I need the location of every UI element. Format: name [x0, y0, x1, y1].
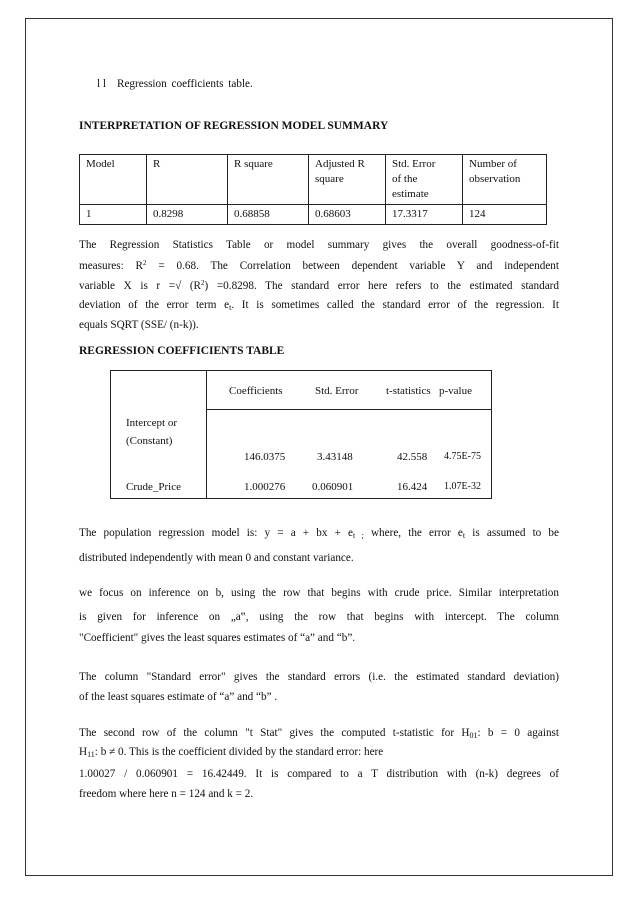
para1-line5: equals SQRT (SSE/ (n-k)). [79, 319, 199, 331]
para2-line2: distributed independently with mean 0 and constant variance. [79, 552, 354, 564]
table-divider [206, 409, 491, 410]
para5-line2: $H_{11}$: b ≠ 0. This is the coefficient divided by the standard error: here [79, 746, 384, 759]
para4-line2: of the least squares estimate of “a” and “b” . [79, 691, 278, 703]
para1-line4: deviation of the error term $e_t$. It is sometimes called the standard error of the regression. It [79, 299, 559, 312]
table-cell: 0.68603 [309, 205, 386, 225]
table-cell: 124 [463, 205, 547, 225]
table-cell: 3.43148 [317, 451, 353, 463]
table-cell: 16.424 [397, 481, 428, 493]
para5-line1: The second row of the column "t Stat" gives the computed t-statistic for $H_{01}$: b = 0 against [79, 727, 559, 740]
table-cell: 0.68858 [228, 205, 309, 225]
caption: Regression coefficients table. [117, 78, 253, 90]
para3-line2: is given for inference on „a‟, using the row that begins with intercept. The column [79, 611, 559, 623]
table-cell: 0.060901 [312, 481, 354, 493]
table-header-row [80, 155, 547, 205]
header-cell: Model [80, 155, 147, 205]
para3-line3: "Coefficient" gives the least squares estimates of “a” and “b”. [79, 632, 356, 644]
col-header-t-statistics: t-statistics [386, 385, 431, 397]
table-cell: 4.75E-75 [444, 451, 481, 462]
para1-line3: variable X is r =√ $(R^2) =0.8298$. The standard error here refers to the estimated standard [79, 279, 559, 292]
row-label-constant: (Constant) [126, 435, 173, 447]
row-label-crude-price: Crude_Price [126, 481, 181, 493]
coefficients-table [110, 370, 492, 499]
header-cell: Std. Error of the estimate [386, 155, 463, 205]
para1-line2: measures: $R^2 = 0.68$. The Correlation between dependent variable Y and independent [79, 259, 559, 272]
header-cell: Adjusted R square [309, 155, 386, 205]
header-cell: Number of observation [463, 155, 547, 205]
table-cell: 0.8298 [147, 205, 228, 225]
heading-coefficients: REGRESSION COEFFICIENTS TABLE [79, 345, 285, 357]
header-cell: R [147, 155, 228, 205]
para1-line1: The Regression Statistics Table or model summary gives the overall goodness-of-fit [79, 239, 559, 251]
col-header-p-value: p-value [439, 385, 472, 397]
table-row [80, 205, 547, 225]
table-cell: 146.0375 [244, 451, 286, 463]
table-cell: 17.3317 [386, 205, 463, 225]
caption-marker: l l [97, 78, 107, 90]
table-divider [206, 371, 207, 498]
para5-line3: 1.00027 / 0.060901 = 16.42449. It is compared to a T distribution with (n-k) degrees of [79, 768, 559, 780]
row-label-intercept: Intercept or [126, 417, 177, 429]
table-cell: 1.000276 [244, 481, 286, 493]
table-cell: 1 [80, 205, 147, 225]
header-cell: R square [228, 155, 309, 205]
heading-model-summary: INTERPRETATION OF REGRESSION MODEL SUMMARY [79, 120, 389, 132]
col-header-coefficients: Coefficients [229, 385, 283, 397]
table-cell: 42.558 [397, 451, 428, 463]
model-summary-table [79, 154, 547, 225]
para3-line1: we focus on inference on b, using the row that begins with crude price. Similar interpretation [79, 587, 559, 599]
col-header-std-error: Std. Error [315, 385, 359, 397]
table-cell: 1.07E-32 [444, 481, 481, 492]
para5-line4: freedom where here n = 124 and k = 2. [79, 788, 254, 800]
para2-line1: The population regression model is: y = a + bx + $e_{t ;}$ where, the error $e_t$ is assumed to be [79, 527, 559, 540]
para4-line1: The column "Standard error" gives the standard errors (i.e. the estimated standard deviation) [79, 671, 559, 683]
